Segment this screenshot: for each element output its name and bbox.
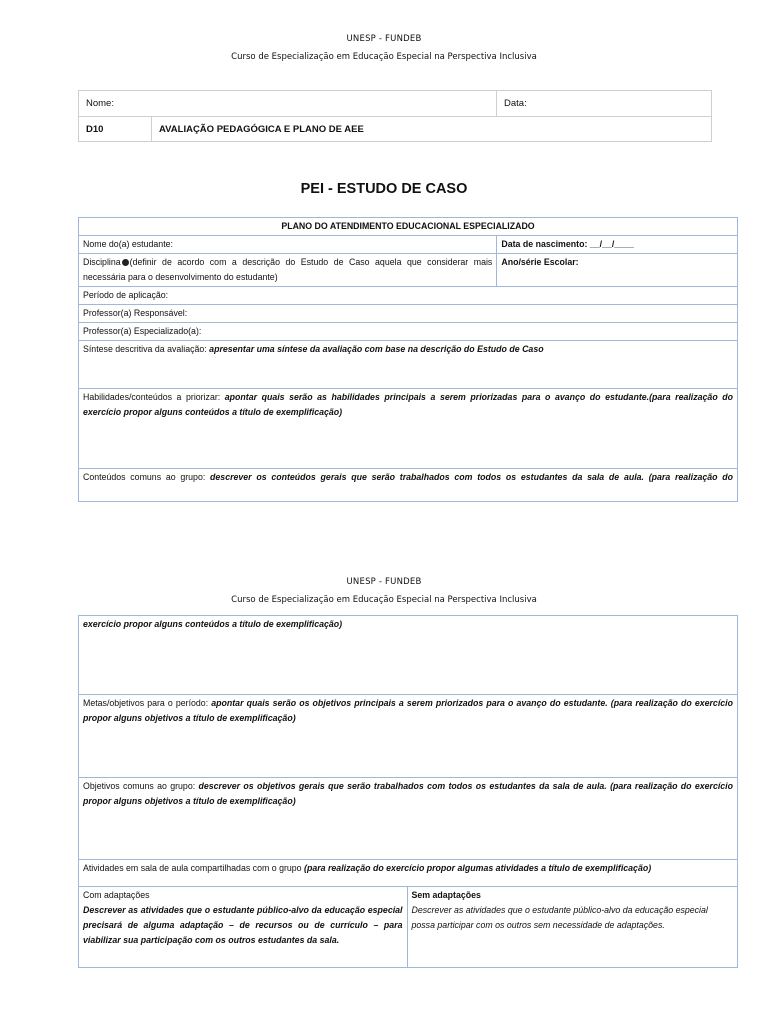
date-field[interactable]: Data:: [497, 91, 712, 117]
course-header: Curso de Especialização em Educação Especial na Perspectiva Inclusiva: [231, 52, 537, 62]
without-adaptations-field[interactable]: Sem adaptações Descrever as atividades que o estudante público-alvo da educação especial possa participar com os outros sem necessidade de adaptações.: [407, 887, 738, 968]
aee-plan-table-continued: [78, 615, 738, 968]
with-adaptations-field[interactable]: Com adaptações Descrever as atividades que o estudante público-alvo da educação especial precisará de alguma adaptação – de recursos ou de currículo – para viabilizar sua participação com os outros estudantes da sala.: [79, 887, 408, 968]
document-title: PEI - ESTUDO DE CASO: [300, 181, 468, 197]
institution-header: UNESP - FUNDEB: [346, 577, 422, 587]
aee-plan-table: [78, 217, 738, 502]
skills-field[interactable]: Habilidades/conteúdos a priorizar: apontar quais serão as habilidades principais a serem priorizadas para o avanço do estudante.(para realização do exercício propor alguns conteúdos a título de exemplificação): [79, 389, 738, 469]
common-content-field[interactable]: Conteúdos comuns ao grupo: descrever os conteúdos gerais que serão trabalhados com todos os estudantes da sala de aula. (para realização do: [79, 469, 738, 502]
common-content-continuation[interactable]: exercício propor alguns conteúdos a título de exemplificação): [79, 616, 738, 695]
student-name-field[interactable]: Nome do(a) estudante:: [79, 236, 497, 254]
common-goals-field[interactable]: Objetivos comuns ao grupo: descrever os objetivos gerais que serão trabalhados com todos os estudantes da sala de aula. (para realização do exercício propor alguns objetivos a título de exemplificação): [79, 778, 738, 860]
period-field[interactable]: Período de aplicação:: [79, 287, 738, 305]
course-code: D10: [79, 117, 152, 142]
synthesis-field[interactable]: Síntese descritiva da avaliação: apresentar uma síntese da avaliação com base na descrição do Estudo de Caso: [79, 341, 738, 389]
discipline-field[interactable]: Disciplina (definir de acordo com a descrição do Estudo de Caso aquela que considerar mais necessária para o desenvolvimento do estudante): [79, 254, 497, 287]
activities-field[interactable]: Atividades em sala de aula compartilhadas com o grupo (para realização do exercício propor algumas atividades a título de exemplificação): [79, 860, 738, 887]
page2-header: [0, 577, 768, 605]
course-subject: AVALIAÇÃO PEDAGÓGICA E PLANO DE AEE: [152, 117, 712, 142]
plan-title: PLANO DO ATENDIMENTO EDUCACIONAL ESPECIALIZADO: [79, 218, 738, 236]
birth-date-field[interactable]: Data de nascimento: __/__/____: [497, 236, 738, 254]
institution-header: UNESP - FUNDEB: [346, 34, 422, 44]
name-field[interactable]: Nome:: [79, 91, 497, 117]
teacher-responsible-field[interactable]: Professor(a) Responsável:: [79, 305, 738, 323]
bullet-icon: [122, 259, 129, 266]
course-header: Curso de Especialização em Educação Especial na Perspectiva Inclusiva: [231, 595, 537, 605]
page1-header: [0, 34, 768, 62]
goals-field[interactable]: Metas/objetivos para o período: apontar quais serão os objetivos principais a serem priorizados para o avanço do estudante. (para realização do exercício propor alguns objetivos a título de exemplificação): [79, 695, 738, 778]
teacher-specialized-field[interactable]: Professor(a) Especializado(a):: [79, 323, 738, 341]
grade-field[interactable]: Ano/série Escolar:: [497, 254, 738, 287]
identification-table: [78, 90, 712, 142]
page1-plan-clip: [78, 217, 740, 482]
